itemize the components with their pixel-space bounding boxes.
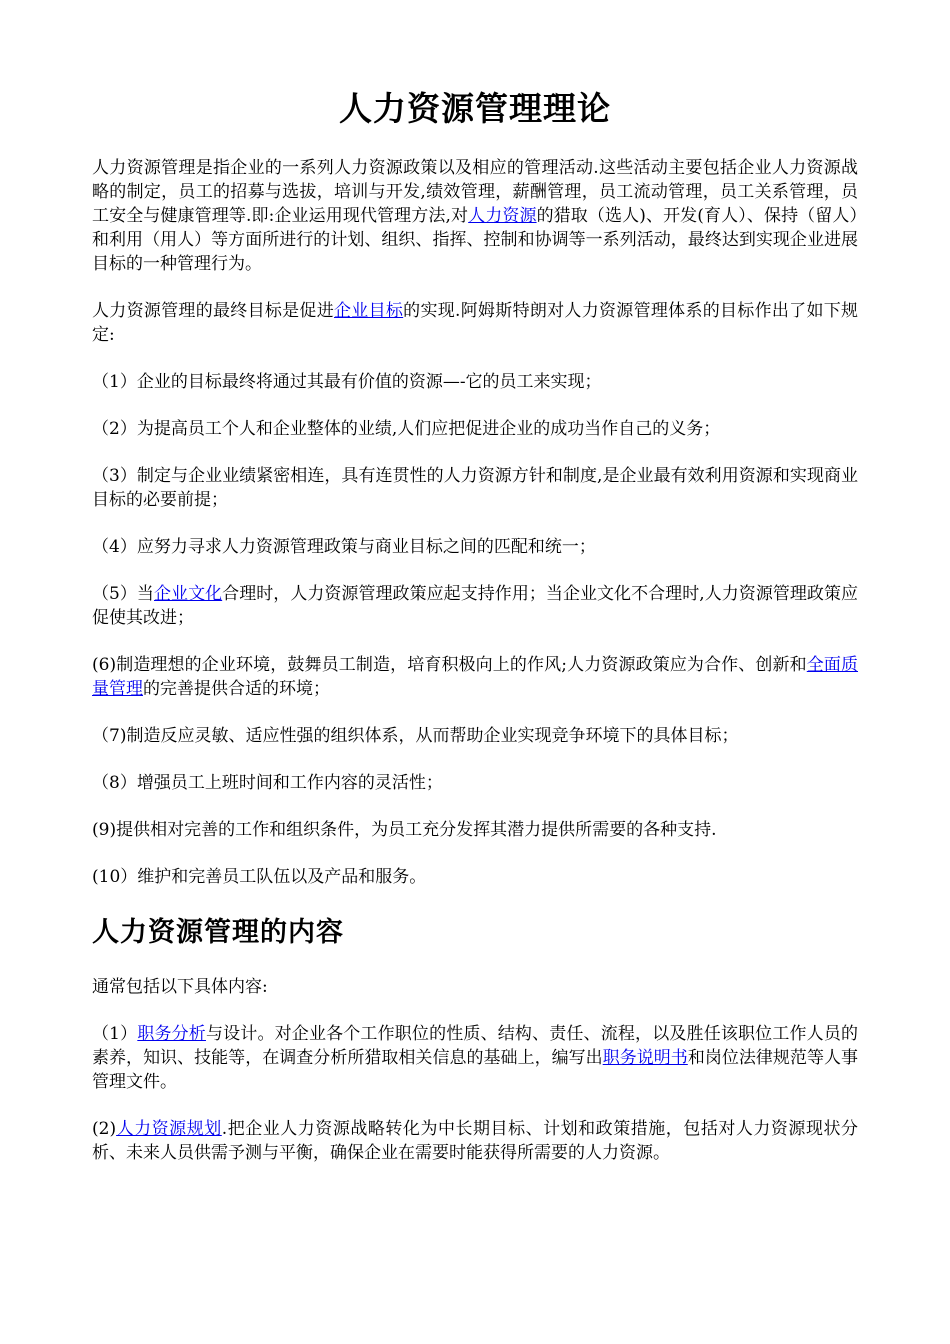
goal-item-2: （2）为提高员工个人和企业整体的业绩,人们应把促进企业的成功当作自己的义务； — [92, 419, 721, 439]
content-text: (2) — [92, 1119, 117, 1139]
paragraph-definition — [92, 156, 858, 276]
content-text: .把企业人力资源战略转化为中长期目标、计划和政策措施，包括对人力资源现状分析、未来人员供需予测与平衡，确保企业在需要时能获得所需要的人力资源。 — [92, 1119, 859, 1163]
content-text: 和岗位法律规范等人事管理文件。 — [92, 1048, 859, 1092]
goal-item-10: (10）维护和完善员工队伍以及产品和服务。 — [92, 867, 427, 887]
goal-item-7: （7)制造反应灵敏、适应性强的组织体系，从而帮助企业实现竞争环境下的具体目标； — [92, 726, 739, 746]
paragraph-goals-intro — [92, 299, 858, 347]
link-enterprise-goals[interactable]: 企业目标 — [334, 301, 404, 321]
paragraph-text: 的猎取（选人)、开发(育人）、保持（留人）和利用（用人）等方面所进行的计划、组织、指挥、控制和协调等一系列活动，最终达到实现企业进展目标的一种管理行为。 — [92, 206, 859, 274]
goal-text: (6)制造理想的企业环境，鼓舞员工制造，培育积极向上的作风;人力资源政策应为合作、创新和 — [92, 655, 807, 675]
link-job-description[interactable]: 职务说明书 — [602, 1048, 688, 1068]
link-hr-planning[interactable]: 人力资源规划 — [116, 1119, 222, 1139]
link-corporate-culture[interactable]: 企业文化 — [153, 584, 223, 604]
page-title: 人力资源管理理论 — [339, 89, 611, 128]
document-page — [92, 86, 858, 1188]
section-heading: 人力资源管理的内容 — [92, 917, 344, 948]
content-text: （1） — [92, 1024, 138, 1044]
goal-item-6 — [92, 653, 858, 701]
content-text: 与设计。对企业各个工作职位的性质、结构、责任、流程，以及胜任该职位工作人员的素养，知识、技能等，在调查分析所猎取相关信息的基础上，编写出 — [92, 1024, 858, 1068]
section-intro: 通常包括以下具体内容: — [92, 977, 268, 997]
goal-item-4: （4）应努力寻求人力资源管理政策与商业目标之间的匹配和统一； — [92, 537, 596, 557]
goal-item-8: （8）增强员工上班时间和工作内容的灵活性； — [92, 773, 443, 793]
goal-text: 合理时，人力资源管理政策应起支持作用；当企业文化不合理时,人力资源管理政策应促使其改进； — [92, 584, 859, 628]
paragraph-text: 人力资源管理是指企业的一系列人力资源政策以及相应的管理活动.这些活动主要包括企业人力资源战略的制定，员工的招募与选拔，培训与开发,绩效管理，薪酬管理，员工流动管理，员工关系管理，员工安全与健康管理等.即:企业运用现代管理方法,对 — [92, 158, 858, 226]
link-total-quality-management[interactable]: 全面质量管理 — [92, 655, 859, 699]
paragraph-text: 的实现.阿姆斯特朗对人力资源管理体系的目标作出了如下规定: — [92, 301, 859, 345]
paragraph-text: 人力资源管理的最终目标是促进 — [92, 301, 335, 321]
goal-text: 的完善提供合适的环境； — [143, 679, 330, 699]
link-human-resources[interactable]: 人力资源 — [468, 206, 537, 226]
goal-item-1: （1）企业的目标最终将通过其最有价值的资源—-它的员工来实现； — [92, 372, 602, 392]
goal-item-5 — [92, 582, 858, 630]
content-item-2 — [92, 1117, 858, 1165]
link-job-analysis[interactable]: 职务分析 — [137, 1024, 206, 1044]
goal-item-9: (9)提供相对完善的工作和组织条件，为员工充分发挥其潜力提供所需要的各种支持. — [92, 820, 717, 840]
goal-item-3: （3）制定与企业业绩紧密相连，具有连贯性的人力资源方针和制度,是企业最有效利用资源和实现商业目标的必要前提； — [92, 466, 858, 510]
content-item-1 — [92, 1022, 858, 1094]
goal-text: （5）当 — [92, 584, 154, 604]
